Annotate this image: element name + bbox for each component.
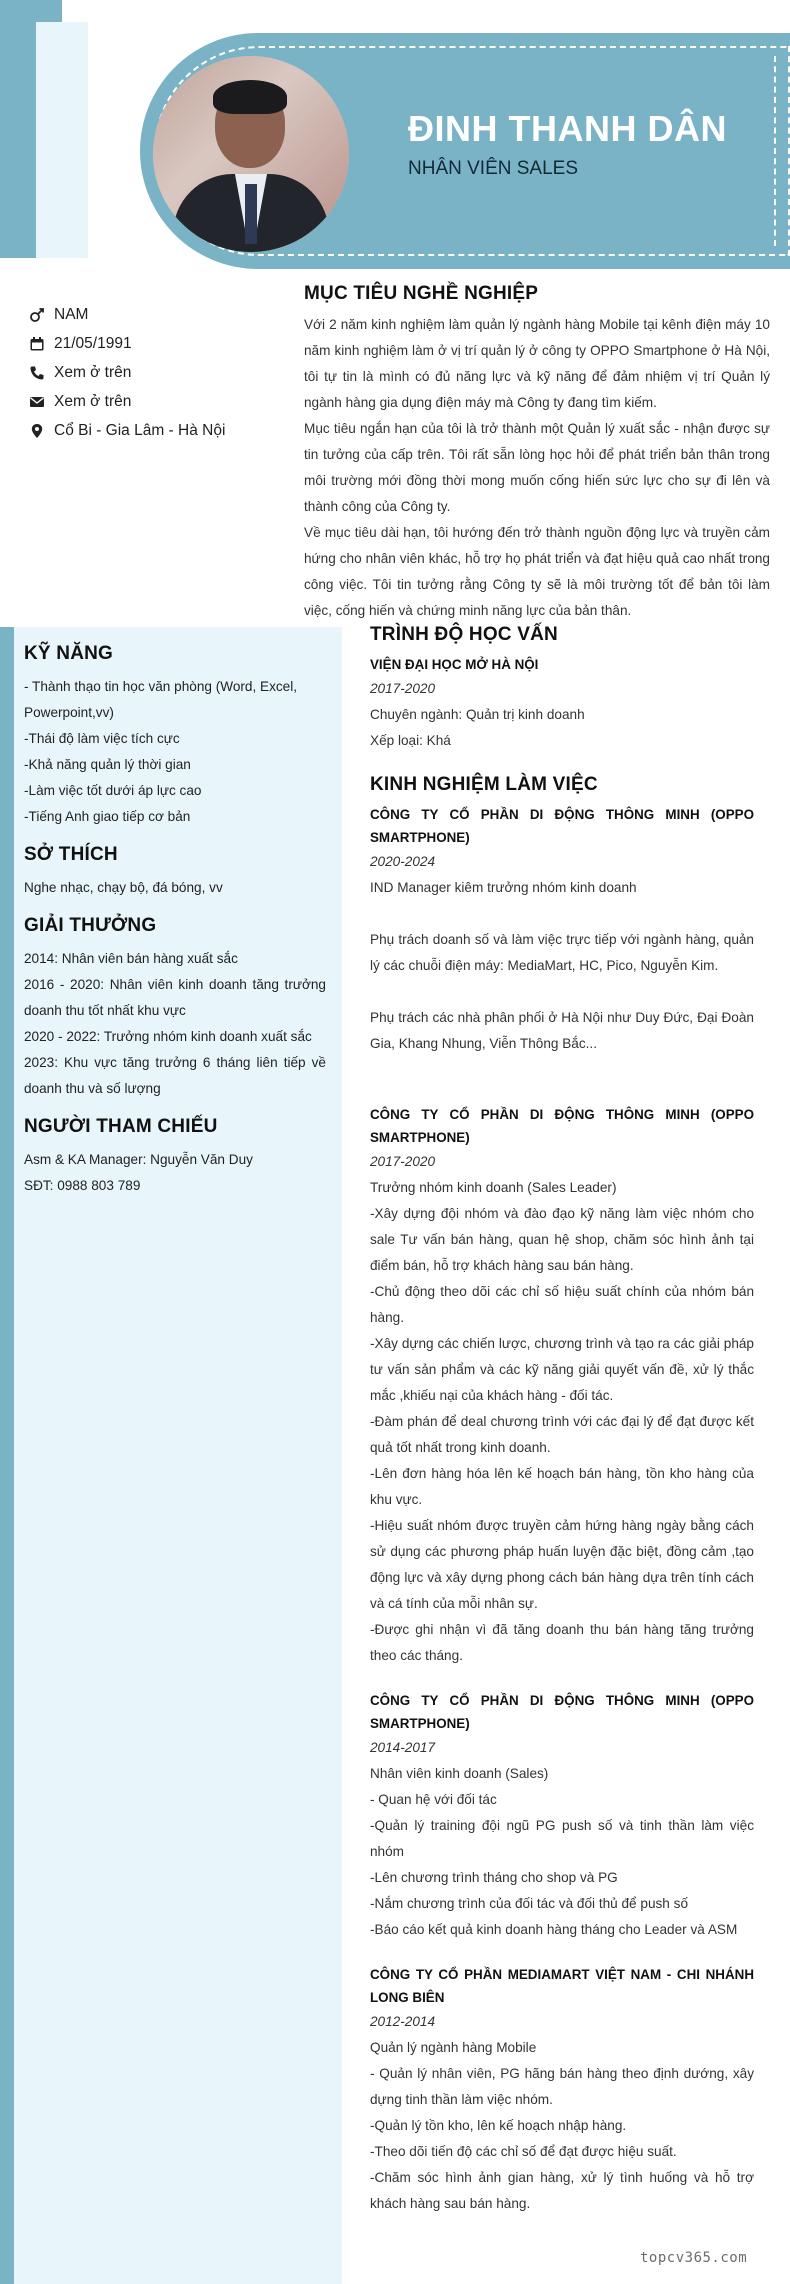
awards-title: GIẢI THƯỞNG [24, 915, 157, 936]
job-period: 2017-2020 [370, 1154, 436, 1169]
job-line: -Quản lý tồn kho, lên kế hoạch nhập hàng. [370, 2118, 627, 2133]
skill-item: -Khả năng quản lý thời gian [24, 757, 191, 772]
school-name: VIỆN ĐẠI HỌC MỞ HÀ NỘI [370, 657, 539, 672]
job-line: -Chủ động theo dõi các chỉ số hiệu suất chính của nhóm bán hàng. [370, 1284, 754, 1325]
contact-info [28, 300, 225, 445]
job-line: -Quản lý training đội ngũ PG push số và tinh thần làm việc nhóm [370, 1818, 754, 1859]
experience-section [370, 774, 754, 2217]
contact-birthday: 21/05/1991 [28, 329, 225, 358]
references-title: NGƯỜI THAM CHIẾU [24, 1116, 218, 1137]
skill-item: - Thành thạo tin học văn phòng (Word, Excel, Powerpoint,vv) [24, 679, 298, 720]
award-item: 2016 - 2020: Nhân viên kinh doanh tăng trưởng doanh thu tốt nhất khu vực [24, 977, 326, 1018]
job-line: -Lên đơn hàng hóa lên kế hoạch bán hàng, tồn kho hàng của khu vực. [370, 1466, 754, 1507]
job-period: 2020-2024 [370, 854, 436, 869]
skill-item: -Làm việc tốt dưới áp lực cao [24, 783, 202, 798]
contact-address: Cổ Bi - Gia Lâm - Hà Nội [28, 416, 225, 445]
job-company: CÔNG TY CỔ PHẦN DI ĐỘNG THÔNG MINH (OPPO SMARTPHONE) [370, 807, 754, 845]
award-item: 2014: Nhân viên bán hàng xuất sắc [24, 951, 238, 966]
job-line: -Chăm sóc hình ảnh gian hàng, xử lý tình huống và hỗ trợ khách hàng sau bán hàng. [370, 2170, 754, 2211]
job-entry [370, 803, 754, 1083]
education-period: 2017-2020 [370, 681, 436, 696]
career-objective-section [304, 283, 770, 624]
email-icon [28, 393, 45, 410]
job-line: -Nắm chương trình của đối tác và đối thủ để push số [370, 1896, 689, 1911]
contact-gender: NAM [28, 300, 225, 329]
sidebar-accent-strip [0, 627, 14, 2284]
award-item: 2020 - 2022: Trưởng nhóm kinh doanh xuất sắc [24, 1029, 312, 1044]
job-entry [370, 1103, 754, 1669]
header-left-inner-band [36, 22, 88, 258]
job-company: CÔNG TY CỔ PHẦN DI ĐỘNG THÔNG MINH (OPPO SMARTPHONE) [370, 1693, 754, 1731]
job-line: -Đàm phán để deal chương trình với các đại lý để đạt được kết quả tốt nhất trong kinh doanh. [370, 1414, 754, 1455]
job-line: Phụ trách doanh số và làm việc trực tiếp với ngành hàng, quản lý các chuỗi điện máy: MediaMart, HC, Pico, Nguyễn Kim. [370, 932, 754, 973]
objective-paragraph: Về mục tiêu dài hạn, tôi hướng đến trở thành nguồn động lực và truyền cảm hứng cho nhân viên khác, hỗ trợ họ phát triển và đạt hiệu quả cao nhất trong công việc. Tôi tin tưởng rằng Công ty sẽ là môi trường tốt để bản tôi làm việc, cống hiến và chứng minh năng lực của bản thân. [304, 525, 770, 618]
job-line: -Lên chương trình tháng cho shop và PG [370, 1870, 618, 1885]
reference-item: SĐT: 0988 803 789 [24, 1178, 141, 1193]
hobby-item: Nghe nhạc, chạy bộ, đá bóng, vv [24, 880, 223, 895]
job-line: Nhân viên kinh doanh (Sales) [370, 1766, 549, 1781]
job-company: CÔNG TY CỔ PHẦN DI ĐỘNG THÔNG MINH (OPPO SMARTPHONE) [370, 1107, 754, 1145]
location-icon [28, 422, 45, 439]
right-column [370, 624, 754, 2237]
job-line: -Xây dựng các chiến lược, chương trình và tạo ra các giải pháp tư vấn sản phẩm và các kỹ năng giải quyết vấn đề, xử lý thắc mắc ,khiếu nại của khách hàng - đối tác. [370, 1336, 754, 1403]
job-line: -Báo cáo kết quả kinh doanh hàng tháng cho Leader và ASM [370, 1922, 738, 1937]
skills-section [24, 643, 326, 830]
gender-icon [28, 306, 45, 323]
job-entry [370, 1963, 754, 2217]
job-line: IND Manager kiêm trưởng nhóm kinh doanh [370, 880, 637, 895]
job-entry [370, 1689, 754, 1943]
candidate-name: ĐINH THANH DÂN [408, 108, 727, 149]
education-title: TRÌNH ĐỘ HỌC VẤN [370, 624, 558, 645]
job-company: CÔNG TY CỔ PHẦN MEDIAMART VIỆT NAM - CHI NHÁNH LONG BIÊN [370, 1967, 754, 2005]
skills-title: KỸ NĂNG [24, 643, 114, 664]
job-period: 2014-2017 [370, 1740, 436, 1755]
education-major: Chuyên ngành: Quản trị kinh doanh [370, 707, 585, 722]
job-line: Quản lý ngành hàng Mobile [370, 2040, 537, 2055]
watermark: topcv365.com [640, 2250, 748, 2266]
objective-paragraph: Với 2 năm kinh nghiệm làm quản lý ngành hàng Mobile tại kênh điện máy 10 năm kinh nghiệm làm ở vị trí quản lý ở công ty OPPO Smartphone ở Hà Nội, tôi tự tin là mình có đủ năng lực và kỹ năng để đảm nhiệm vị trí Quản lý ngành hàng gia dụng điện máy mà Công ty đang tìm kiếm. [304, 317, 770, 410]
skill-item: -Thái độ làm việc tích cực [24, 731, 180, 746]
references-section [24, 1116, 326, 1199]
job-line: - Quản lý nhân viên, PG hãng bán hàng theo định dướng, xây dựng tinh thần làm việc nhóm. [370, 2066, 754, 2107]
experience-title: KINH NGHIỆM LÀM VIỆC [370, 774, 598, 795]
job-line: Phụ trách các nhà phân phối ở Hà Nội như Duy Đức, Đại Đoàn Gia, Khang Nhung, Viễn Thông Bắc... [370, 1010, 754, 1051]
job-period: 2012-2014 [370, 2014, 436, 2029]
job-line: -Theo dõi tiến độ các chỉ số để đạt được hiệu suất. [370, 2144, 677, 2159]
job-line: -Xây dựng đội nhóm và đào đạo kỹ năng làm việc nhóm cho sale Tư vấn bán hàng, quan hệ shop, chăm sóc hình ảnh tại điểm bán, hỗ trợ khách hàng sau bán hàng. [370, 1206, 754, 1273]
career-objective-title: MỤC TIÊU NGHỀ NGHIỆP [304, 283, 539, 304]
awards-section [24, 915, 326, 1102]
calendar-icon [28, 335, 45, 352]
phone-icon [28, 364, 45, 381]
job-line: Trưởng nhóm kinh doanh (Sales Leader) [370, 1180, 617, 1195]
education-section [370, 624, 754, 754]
contact-email: Xem ở trên [28, 387, 225, 416]
hobbies-title: SỞ THÍCH [24, 844, 118, 865]
objective-paragraph: Mục tiêu ngắn hạn của tôi là trở thành một Quản lý xuất sắc - nhận được sự tin tưởng của cấp trên. Tôi rất sẵn lòng học hỏi để phát triển bản thân trong môi trường mới đồng thời mong muốn cống hiến sức lực cho sự đi lên và thành công của Công ty. [304, 421, 770, 514]
profile-photo [153, 56, 349, 252]
award-item: 2023: Khu vực tăng trưởng 6 tháng liên tiếp về doanh thu và số lượng [24, 1055, 326, 1096]
job-line: - Quan hệ với đối tác [370, 1792, 497, 1807]
job-line: -Hiệu suất nhóm được truyền cảm hứng hàng ngày bằng cách sử dụng các phương pháp huấn luyện đặc biệt, đồng cảm ,tạo động lực và xây dựng phong cách bán hàng dựa trên tính cách và cá tính của mỗi nhân sự. [370, 1518, 754, 1611]
job-line: -Được ghi nhận vì đã tăng doanh thu bán hàng tăng trưởng theo các tháng. [370, 1622, 754, 1663]
education-grade: Xếp loại: Khá [370, 733, 451, 748]
reference-item: Asm & KA Manager: Nguyễn Văn Duy [24, 1152, 253, 1167]
skill-item: -Tiếng Anh giao tiếp cơ bản [24, 809, 191, 824]
candidate-position: NHÂN VIÊN SALES [408, 158, 578, 179]
contact-phone: Xem ở trên [28, 358, 225, 387]
left-column [24, 643, 326, 1213]
hobbies-section [24, 844, 326, 901]
